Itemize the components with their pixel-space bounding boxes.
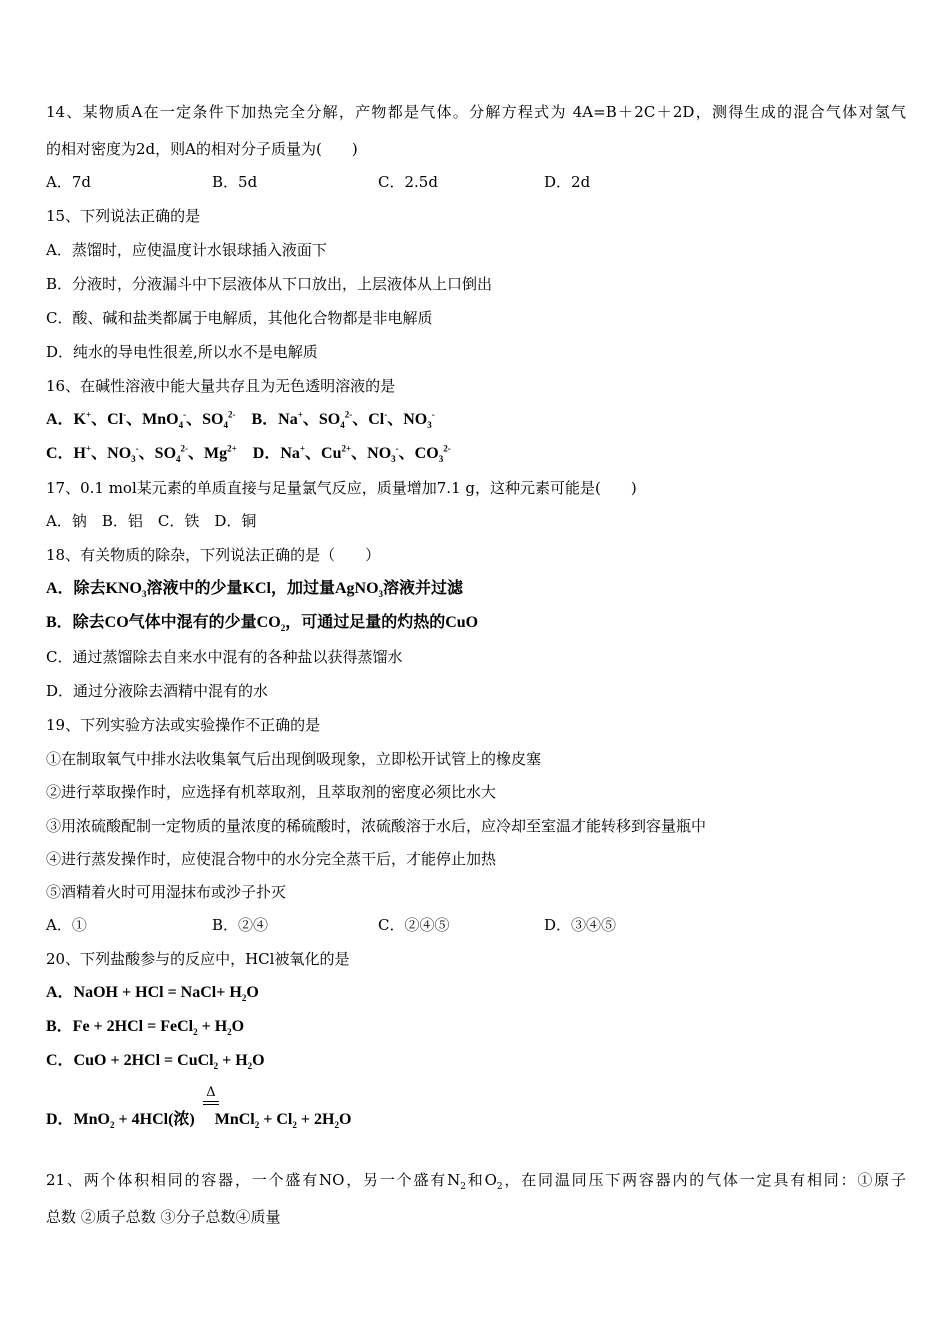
q20-option-b [46, 1017, 244, 1037]
text-segment: C．H [46, 445, 87, 462]
text-segment: 、NO [351, 445, 392, 462]
text-segment: + 4HCl(浓) MnCl [114, 1111, 255, 1128]
text-segment: 、NO [91, 445, 132, 462]
q19-option-b: B．②④ [212, 916, 269, 934]
supscript-text: + [86, 443, 92, 454]
supscript-text: + [299, 443, 306, 454]
q17-options: A．钠 B．铝 C．铁 D．铜 [46, 512, 257, 530]
subscript-text: 2 [241, 993, 247, 1004]
supscript-text: 2+ [227, 443, 237, 454]
q17-stem: 17、0.1 mol某元素的单质直接与足量氯气反应，质量增加7.1 g，这种元素可能是( ) [46, 479, 637, 497]
supscript-text: - [123, 409, 127, 420]
subscript-text: 4 [178, 420, 184, 431]
subscript-text: 2 [496, 1182, 503, 1192]
q20-option-c [46, 1051, 265, 1071]
q15-option-a: A．蒸馏时，应使温度计水银球插入液面下 [46, 241, 327, 259]
q15-option-b: B．分液时，分液漏斗中下层液体从下口放出，上层液体从上口倒出 [46, 275, 493, 293]
q21-stem-line2: 总数 ②质子总数 ③分子总数④质量 [46, 1208, 281, 1226]
supscript-text: + [297, 409, 303, 420]
subscript-text: 2 [193, 1027, 198, 1038]
subscript-text: 3 [142, 589, 147, 600]
delta-symbol: Δ [206, 1085, 216, 1100]
text-segment: + 2H [296, 1111, 335, 1128]
q18-stem: 18、有关物质的除杂，下列说法正确的是（ ） [46, 546, 381, 564]
text-segment: C．CuO + 2HCl = CuCl [46, 1052, 214, 1069]
q14-stem-line1: 14、某物质A在一定条件下加热完全分解，产物都是气体。分解方程式为 4A=B＋2C＋2D，测得生成的混合气体对氢气 [46, 103, 906, 121]
text-segment: 溶液并过滤 [383, 580, 464, 597]
q15-option-c: C．酸、碱和盐类都属于电解质，其他化合物都是非电解质 [46, 309, 433, 327]
text-segment: 、SO [186, 411, 224, 428]
q19-stem: 19、下列实验方法或实验操作不正确的是 [46, 716, 321, 734]
q14-option-c: C．2.5d [378, 173, 438, 191]
text-segment: 、CO [398, 445, 439, 462]
supscript-text: 2+ [341, 443, 352, 454]
text-segment: D．Na [236, 445, 300, 462]
q19-item-3: ③用浓硫酸配制一定物质的量浓度的稀硫酸时，浓硫酸溶于水后，应冷却至室温才能转移到容量瓶中 [46, 817, 707, 835]
q18-option-c: C．通过蒸馏除去自来水中混有的各种盐以获得蒸馏水 [46, 648, 403, 666]
text-segment: 、Cu [305, 445, 342, 462]
q19-options [46, 915, 710, 935]
q14-option-a: A．7d [46, 173, 91, 191]
subscript-text: 2 [227, 1027, 232, 1038]
q19-option-a: A．① [46, 916, 87, 934]
text-segment: O [338, 1111, 352, 1128]
subscript-text: 3 [378, 589, 384, 600]
q14-stem-line2: 的相对密度为2d，则A的相对分子质量为( ) [46, 140, 358, 158]
q19-item-2: ②进行萃取操作时，应选择有机萃取剂，且萃取剂的密度必须比水大 [46, 783, 497, 801]
text-segment: 21、两个体积相同的容器，一个盛有NO，另一个盛有N [46, 1171, 461, 1189]
q18-option-b [46, 613, 478, 633]
supscript-text: + [86, 409, 92, 420]
text-segment: ，可通过足量的灼热的CuO [285, 614, 479, 631]
subscript-text: 2 [280, 623, 286, 634]
text-segment: 、SO [138, 445, 177, 462]
q14-option-d: D．2d [544, 173, 591, 191]
text-segment: A．除去KNO [46, 580, 143, 597]
q19-item-5: ⑤酒精着火时可用湿抹布或沙子扑灭 [46, 883, 287, 901]
subscript-text: 4 [340, 420, 345, 431]
subscript-text: 2 [254, 1120, 260, 1131]
subscript-text: 2 [292, 1120, 297, 1131]
text-segment: O [252, 1052, 265, 1069]
text-segment: + H [218, 1052, 248, 1069]
text-segment: 、MnO [126, 411, 179, 428]
text-segment: B．除去CO气体中混有的少量CO [46, 614, 281, 631]
q16-stem: 16、在碱性溶液中能大量共存且为无色透明溶液的是 [46, 377, 396, 395]
text-segment: 溶液中的少量KCl，加过量AgNO [146, 580, 379, 597]
text-segment: 、SO [302, 411, 341, 428]
q15-option-d: D．纯水的导电性很差,所以水不是电解质 [46, 343, 318, 361]
subscript-text: 2 [460, 1182, 466, 1192]
text-segment: 、Cl [352, 411, 385, 428]
text-segment: + Cl [259, 1111, 293, 1128]
text-segment: B．Fe + 2HCl = FeCl [46, 1018, 194, 1035]
q21-stem-line1 [46, 1170, 906, 1190]
subscript-text: 3 [391, 454, 396, 465]
subscript-text: 4 [176, 454, 181, 465]
q19-item-4: ④进行蒸发操作时，应使混合物中的水分完全蒸干后，才能停止加热 [46, 850, 497, 868]
subscript-text: 3 [427, 420, 432, 431]
text-segment: B．Na [235, 411, 298, 428]
heating-condition-symbol [203, 1086, 219, 1105]
text-segment: + H [197, 1018, 228, 1035]
q15-stem: 15、下列说法正确的是 [46, 207, 201, 225]
q18-option-d: D．通过分液除去酒精中混有的水 [46, 682, 269, 700]
supscript-text: - [431, 409, 435, 420]
text-segment: A．K [46, 411, 87, 428]
text-segment: 、NO [387, 411, 428, 428]
subscript-text: 3 [438, 454, 444, 465]
q19-option-d: D．③④⑤ [544, 916, 617, 934]
q19-option-c: C．②④⑤ [378, 916, 450, 934]
q20-option-a [46, 983, 259, 1003]
supscript-text: - [183, 409, 187, 420]
subscript-text: 3 [131, 454, 136, 465]
supscript-text: - [395, 443, 399, 454]
text-segment: D．MnO [46, 1111, 111, 1128]
text-segment: ，在同温同压下两容器内的气体一定具有相同：①原子 [502, 1171, 906, 1189]
supscript-text: 2- [344, 409, 353, 420]
q20-option-d [46, 1110, 351, 1130]
q14-options [46, 172, 710, 192]
supscript-text: 2- [180, 443, 189, 454]
supscript-text: - [135, 443, 139, 454]
q18-option-a [46, 579, 463, 599]
q16-options-row2 [46, 444, 451, 464]
text-segment: 、Mg [188, 445, 228, 462]
q16-options-row1 [46, 410, 435, 430]
text-segment: A．NaOH + HCl = NaCl+ H [46, 984, 242, 1001]
subscript-text: 2 [213, 1061, 219, 1072]
text-segment: O [231, 1018, 245, 1035]
text-segment: O [246, 984, 259, 1001]
q14-option-b: B．5d [212, 173, 258, 191]
supscript-text: 2- [227, 409, 236, 420]
subscript-text: 2 [110, 1120, 115, 1131]
q20-stem: 20、下列盐酸参与的反应中，HCl被氧化的是 [46, 950, 350, 968]
subscript-text: 2 [334, 1120, 339, 1131]
subscript-text: 2 [247, 1061, 253, 1072]
subscript-text: 4 [223, 420, 228, 431]
supscript-text: - [384, 409, 388, 420]
text-segment: 、Cl [91, 411, 124, 428]
text-segment: 和O [465, 1171, 497, 1189]
q19-item-1: ①在制取氧气中排水法收集氧气后出现倒吸现象，立即松开试管上的橡皮塞 [46, 750, 542, 768]
supscript-text: 2- [443, 443, 451, 454]
